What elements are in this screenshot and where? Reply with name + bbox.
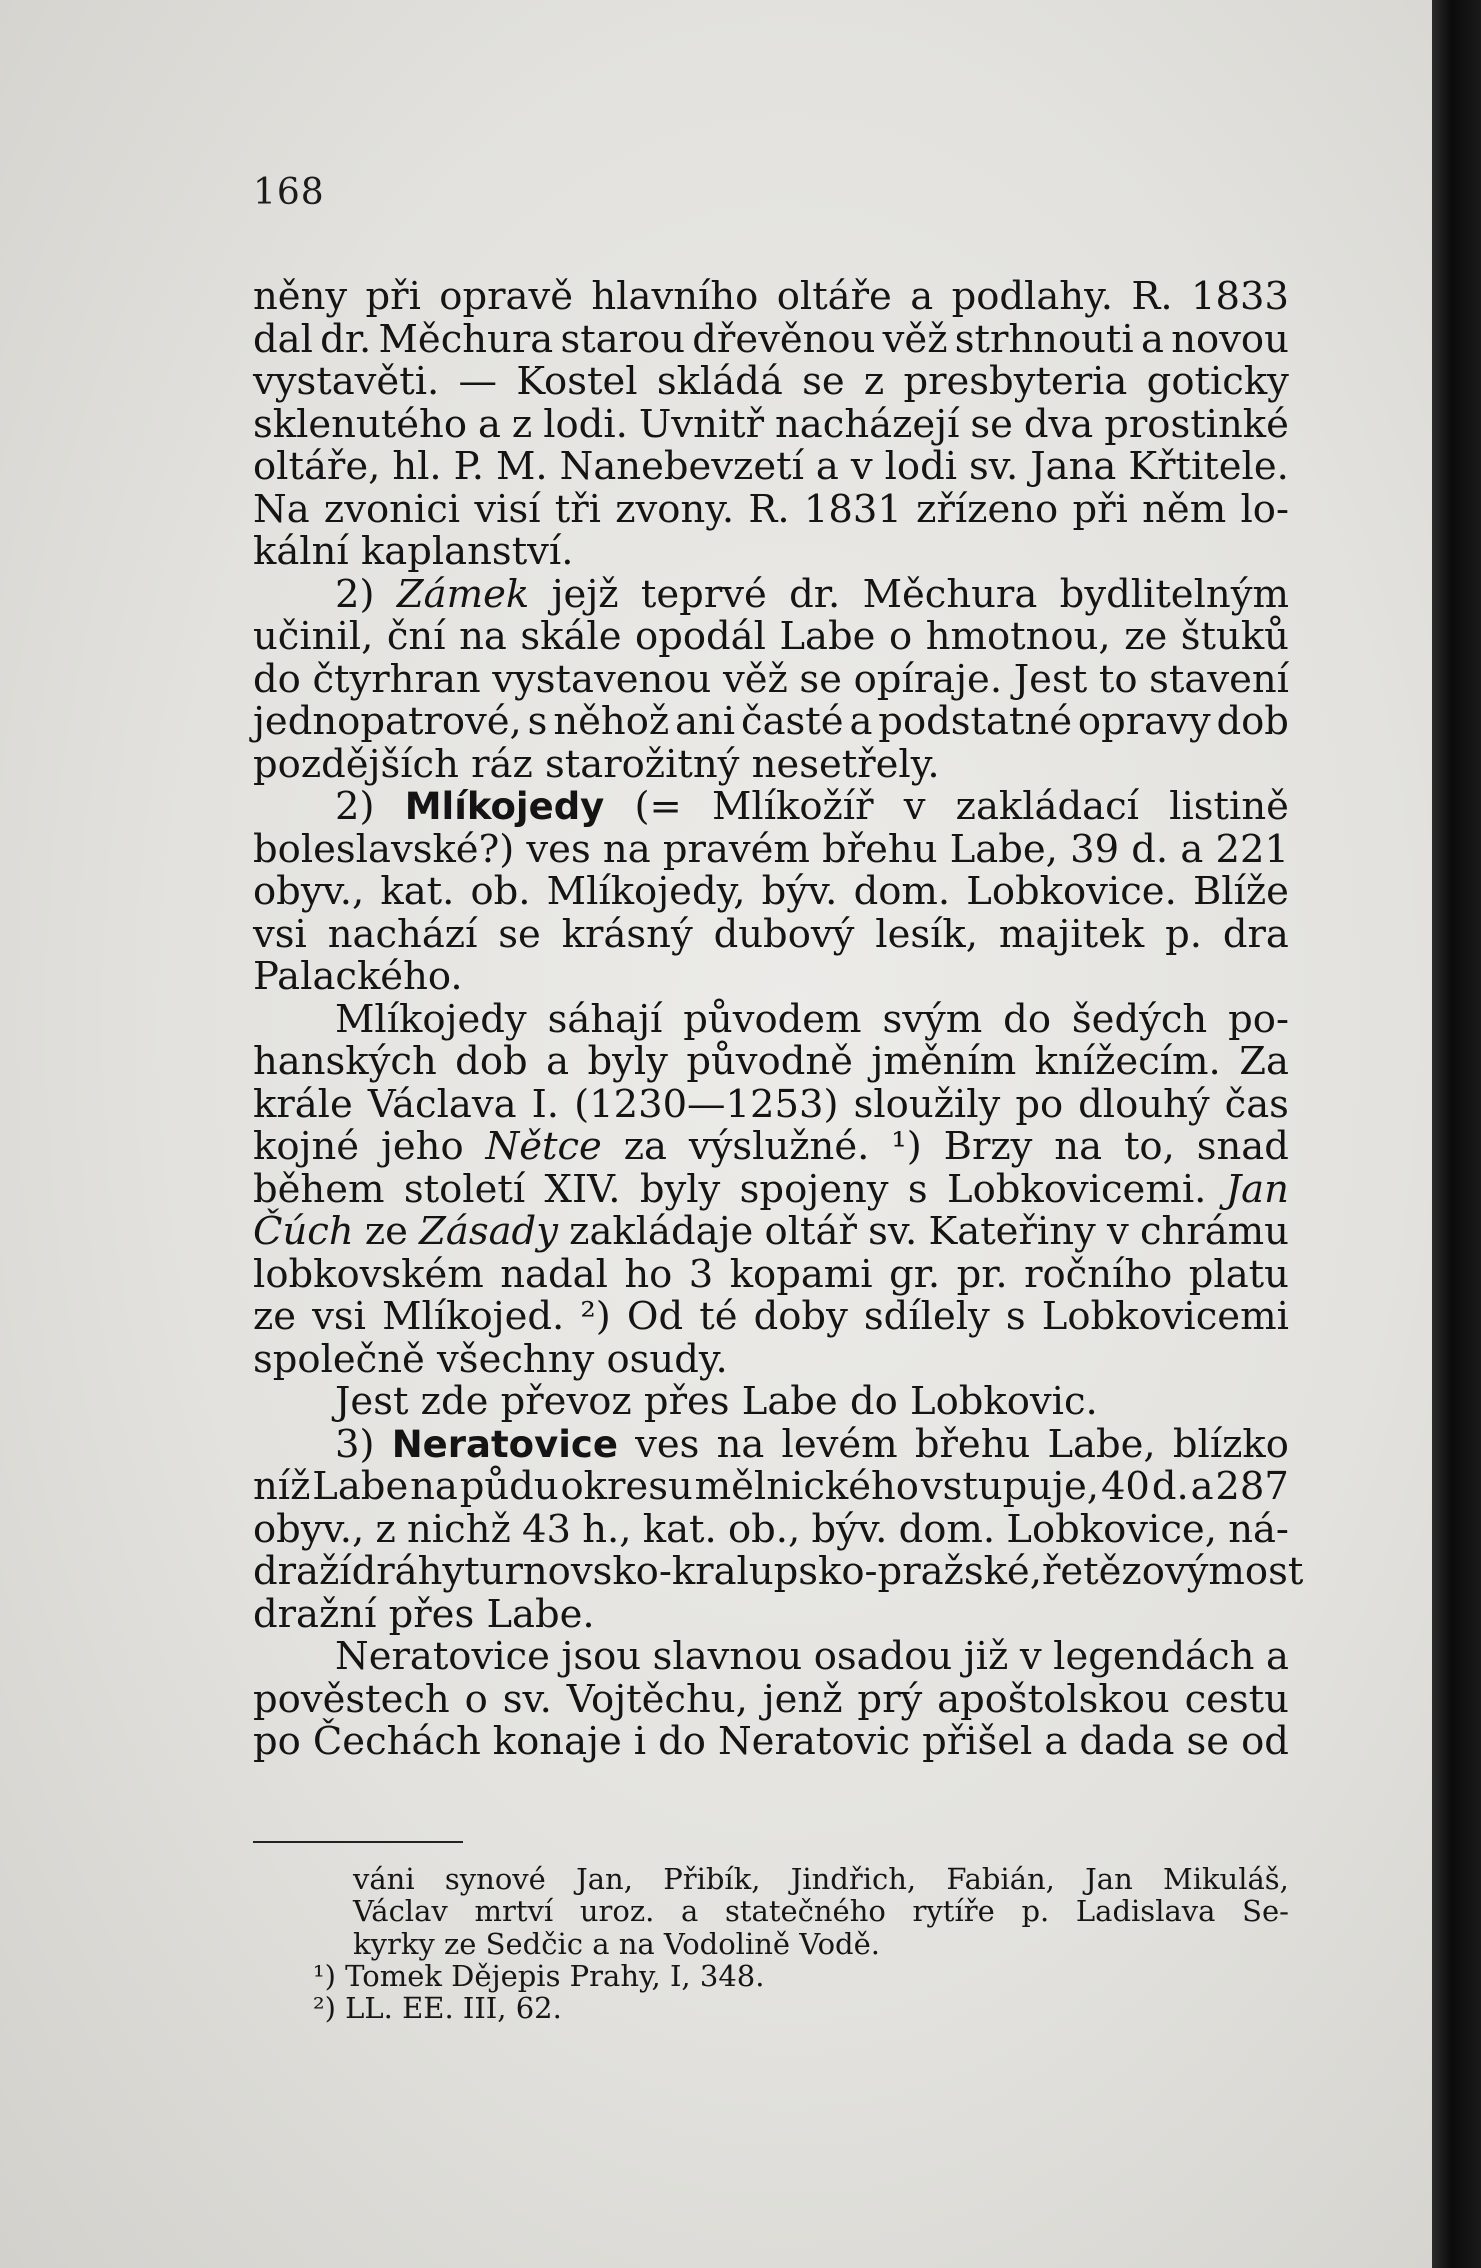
text-line: něny při opravě hlavního oltáře a podlahy. R. 1833 (253, 274, 1289, 319)
text-line: ze vsi Mlíkojed. ²) Od té doby sdílely s Lobkovicemi (253, 1294, 1289, 1339)
text-line: vystavěti. — Kostel skládá se z presbyteria goticky (253, 359, 1289, 404)
text-line: Neratovice jsou slavnou osadou již v legendách a (335, 1634, 1289, 1679)
emphasis-jan: Jan (1225, 1166, 1289, 1212)
footnote-line: ²) LL. EE. III, 62. (313, 1991, 562, 2026)
body-text (253, 274, 1304, 1764)
heading-mlikojedy: Mlíkojedy (404, 785, 605, 828)
text-line: po Čechách konaje i do Neratovic přišel a dada se od (253, 1719, 1289, 1764)
text-line: Jest zde převoz přes Labe do Lobkovic. (335, 1379, 1098, 1424)
text-line: boleslavské?) ves na pravém břehu Labe, 39 d. a 221 (253, 826, 1289, 872)
text-line: sklenutého a z lodi. Uvnitř nacházejí se dva prostinké (253, 401, 1289, 447)
emphasis-zasady: Zásady (419, 1209, 558, 1254)
text-line: vsi nachází se krásný dubový lesík, majitek p. dra (253, 911, 1289, 957)
emphasis-zamek: Zámek (396, 571, 530, 617)
text-line: do čtyrhran vystavenou věž se opíraje. Jest to stavení (253, 656, 1289, 702)
text-line: kojné jeho Nětce za výslužné. ¹) Brzy na to, snad (253, 1124, 1289, 1169)
text-line: 3) Neratovice ves na levém břehu Labe, blízko (335, 1421, 1289, 1467)
footnote-line: Václav mrtví uroz. a statečného rytíře p. Ladislava Se- (353, 1894, 1289, 1929)
text-line: pozdějších ráz starožitný nesetřely. (253, 741, 940, 787)
text-line: hanských dob a byly původně jměním knížecím. Za (253, 1039, 1289, 1084)
text-line: obyv., z nichž 43 h., kat. ob., býv. dom. Lobkovice, ná- (253, 1506, 1289, 1552)
footnotes (253, 1863, 1289, 2024)
text-line: Čúch ze Zásady zakládaje oltář sv. Kateřiny v chrámu (253, 1209, 1289, 1254)
text-line: krále Václava I. (1230—1253) sloužily po dlouhý čas (253, 1081, 1289, 1127)
text-line: 2) Zámek jejž teprvé dr. Měchura bydlitelným (335, 571, 1289, 617)
page-edge-shadow (1432, 0, 1481, 2268)
emphasis-cuch: Čúch (253, 1209, 354, 1254)
footnote-line: váni synové Jan, Přibík, Jindřich, Fabián, Jan Mikuláš, (353, 1862, 1289, 1896)
text-line: kální kaplanství. (253, 529, 574, 574)
text-line: jednopatrové, s něhož ani časté a podstatné opravy dob (253, 699, 1289, 744)
text-line: lobkovském nadal ho 3 kopami gr. pr. ročního platu (253, 1251, 1289, 1297)
page-number: 168 (253, 172, 325, 213)
text-line: 2) Mlíkojedy (= Mlíkožíř v zakládací listině (335, 784, 1289, 829)
text-line: dražní přes Labe. (253, 1591, 595, 1637)
footnote-divider (253, 1841, 463, 1843)
text-line: Mlíkojedy sáhají původem svým do šedých po- (335, 996, 1289, 1042)
text-line: dal dr. Měchura starou dřevěnou věž strhnouti a novou (253, 316, 1289, 362)
text-line: oltáře, hl. P. M. Nanebevzetí a v lodi sv. Jana Křtitele. (253, 444, 1289, 489)
text-line: draží dráhy turnovsko-kralupsko-pražské, řetězový most (253, 1549, 1304, 1594)
text-line: Palackého. (253, 954, 463, 999)
emphasis-netce: Nětce (485, 1124, 602, 1169)
text-line: Na zvonici visí tři zvony. R. 1831 zřízeno při něm lo- (253, 486, 1289, 532)
text-line: společně všechny osudy. (253, 1336, 728, 1382)
heading-neratovice: Neratovice (391, 1422, 618, 1466)
text-line: obyv., kat. ob. Mlíkojedy, býv. dom. Lobkovice. Blíže (253, 869, 1289, 914)
text-line: níž Labe na půdu okresu mělnického vstupuje, 40 d. a 287 (253, 1464, 1289, 1509)
footnote-line: kyrky ze Sedčic a na Vodolině Vodě. (353, 1926, 880, 1961)
text-line: pověstech o sv. Vojtěchu, jenž prý apoštolskou cestu (253, 1676, 1289, 1722)
footnote-line: ¹) Tomek Dějepis Prahy, I, 348. (313, 1958, 765, 1993)
text-line: učinil, ční na skále opodál Labe o hmotnou, ze štuků (253, 614, 1289, 659)
text-line: během století XIV. byly spojeny s Lobkovicemi. Jan (253, 1166, 1289, 1212)
